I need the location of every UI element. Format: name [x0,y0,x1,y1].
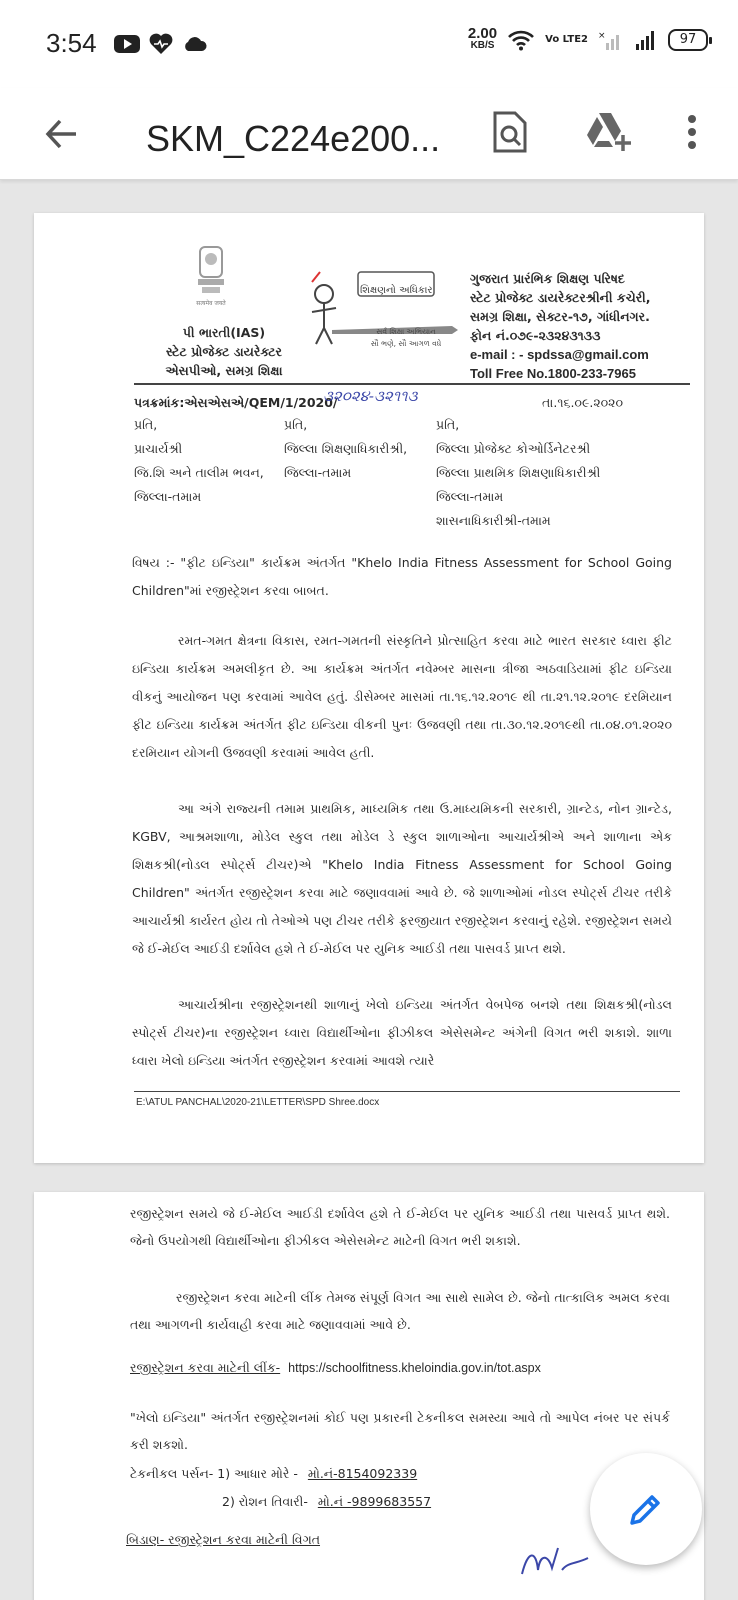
letterhead-divider [134,383,690,385]
edit-pencil-icon [626,1489,666,1529]
logo-subtitle-line: સર્વ શિક્ષા અભિયાન [376,327,436,336]
page2-paragraph-2: રજીસ્ટ્રેશન કરવા માટેની લીંક તેમજ સંપૂર્ણ વિગત આ સાથે સામેલ છે. જેનો તાત્કાલિક અમલ કરવા તથા આગળની કાર્યવાહી કરવા માટે જણાવવામાં આવે છે. [130,1290,670,1332]
registration-link[interactable]: https://schoolfitness.kheloindia.gov.in/tot.aspx [288,1361,541,1375]
footer-file-path: E:\ATUL PANCHAL\2020-21\LETTER\SPD Shree.docx [136,1097,380,1108]
handwritten-reference: ૩૨૦૨૪-૩૨૧૧૩ [323,387,418,405]
recipient-line: શાસનાધિકારીશ્રી-તમામ [436,513,551,528]
more-vert-icon [687,114,697,150]
app-bar [0,88,738,180]
officer-designation: સ્ટેટ પ્રોજેક્ટ ડાયરેક્ટર [166,344,282,359]
officer-block [134,323,314,380]
net-speed: 2.00 KB/S [467,25,498,51]
recipient-line: જિલ્લા-તમામ [134,489,202,504]
recipient-line: જિલ્લા પ્રોજેક્ટ કોઓર્ડિનેટરશ્રી [436,441,591,456]
recipient-line: જિ.શિ અને તાલીમ ભવન, [134,465,264,480]
recipient-line: જિલ્લા પ્રાથમિક શિક્ષણાધિકારીશ્રી [436,465,601,480]
more-options-button[interactable] [670,100,714,164]
recipient-line: જિલ્લા-તમામ [284,465,352,480]
recipient-column-2 [284,413,407,485]
officer-name: પી ભારતી(IAS) [182,325,266,340]
technical-contact-2 [222,1494,431,1510]
logo-title: શિક્ષણનો અધિકાર [360,285,433,296]
national-emblem-icon [194,243,228,297]
org-phone: ફોન નં.૦૭૯-૨૩૨૪૩૧૩૩ [470,328,601,343]
add-to-drive-button[interactable] [580,100,638,164]
page2-paragraph-3: "ખેલો ઇન્ડિયા" અંતર્ગત રજીસ્ટ્રેશનમાં કોઈ પણ પ્રકારની ટેકનીકલ સમસ્યા આવે તો આપેલ નંબર પર સંપર્ક કરી શકશો. [130,1410,670,1452]
emblem-caption: सत्यमेव जयते [196,300,226,307]
recipient-line: પ્રતિ, [134,417,158,432]
officer-office: એસપીઓ, સમગ્ર શિક્ષા [165,363,283,378]
contact-phone[interactable]: મો.નં-8154092339 [307,1466,418,1481]
back-arrow-icon [44,116,80,152]
org-email: e-mail : - spdssa@gmail.com [470,347,649,362]
recipient-line: પ્રતિ, [436,417,460,432]
battery-icon: 97 [668,29,708,51]
drive-add-icon [585,111,633,153]
recipient-line: પ્રાચાર્યશ્રી [134,441,183,456]
edit-fab[interactable] [590,1453,702,1565]
org-toll-free: Toll Free No.1800-233-7965 [470,366,636,381]
contact-label: ટેકનીકલ પર્સન- 1) આધાર મોરે - [130,1466,298,1481]
org-line: ગુજરાત પ્રારંભિક શિક્ષણ પરિષદ [470,271,625,286]
reference-number: પત્રક્રમાંક:એસએસએ/QEM/1/2020/ [134,395,338,410]
cloud-icon [182,34,208,54]
signature-mark [518,1540,598,1580]
youtube-icon [114,34,140,54]
registration-link-row [130,1360,541,1376]
letter-date: તા.૧૬.૦૯.૨૦૨૦ [542,395,624,410]
document-page-1[interactable] [34,213,704,1163]
volte-icon: Vo LTE2 [545,34,588,45]
body-paragraph-3: આચાર્યશ્રીના રજીસ્ટ્રેશનથી શાળાનું ખેલો ઇન્ડિયા અંતર્ગત વેબપેજ બનશે તથા શિક્ષકશ્રી(નોડલ સ્પોર્ટ્સ ટીચર)ના રજીસ્ટ્રેશન ધ્વારા વિદ્યાર્થીઓના ફીઝીકલ એસેસમેન્ટ અંગેની વિગત ભરી શકાશે. શાળા ધ્વારા ખેલો ઇન્ડિયા અંતર્ગત રજીસ્ટ્રેશન કરવામાં આવશે ત્યારે [132,997,672,1068]
registration-link-label: રજીસ્ટ્રેશન કરવા માટેની લીંક- [130,1360,281,1375]
status-time: 3:54 [46,28,97,58]
heart-icon [148,32,174,56]
organization-block [470,269,698,383]
wifi-icon [507,29,535,51]
recipient-column-3 [436,413,600,533]
logo-subtitle [350,326,462,350]
document-title: SKM_C224e200... [146,118,441,159]
signal-icon [598,29,624,51]
status-bar [0,0,738,88]
back-button[interactable] [34,106,90,162]
contact-phone[interactable]: મો.નં -9899683557 [317,1494,432,1509]
page2-paragraph-1: રજીસ્ટ્રેશન સમયે જે ઈ-મેઈલ આઈડી દર્શાવેલ હશે તે ઈ-મેઈલ પર યુનિક આઈડી તથા પાસવર્ડ પ્રાપ્ત થશે. જેનો ઉપયોગથી વિદ્યાર્થીઓના ફીઝીકલ એસેસમેન્ટ માટેની વિગત ભરી શકાશે. [130,1206,670,1248]
org-line: સ્ટેટ પ્રોજેક્ટ ડાયરેક્ટરશ્રીની કચેરી, [470,290,651,305]
contact-label: 2) રોશન તિવારી- [222,1494,308,1509]
recipient-line: જિલ્લા શિક્ષણાધિકારીશ્રી, [284,441,408,456]
body-paragraph-1: રમત-ગમત ક્ષેત્રના વિકાસ, રમત-ગમતની સંસ્કૃતિને પ્રોત્સાહિત કરવા માટે ભારત સરકાર ધ્વારા ફીટ ઇન્ડિયા કાર્યક્રમ અમલીકૃત છે. આ કાર્યક્રમ અંતર્ગત નવેમ્બર માસના ત્રીજા અઠવાડિયામાં ફીટ ઇન્ડિયા વીકનું આયોજન પણ કરવામાં આવેલ હતું. ડીસેમ્બર માસમાં તા.૧૬.૧૨.૨૦૧૯ થી તા.૨૧.૧૨.૨૦૧૯ દરમિયાન ફીટ ઇન્ડિયા કાર્યક્રમ અંતર્ગત ફીટ ઇન્ડિયા વીકની પુનઃ ઉજવણી તથા તા.૩૦.૧૨.૨૦૧૯થી તા.૦૪.૦૧.૨૦૨૦ દરમિયાન યોગની ઉજવણી કરવામાં આવેલ હતી. [132,633,672,760]
search-document-button[interactable] [482,100,538,164]
attachment-note: બિડાણ- રજીસ્ટ્રેશન કરવા માટેની વિગત [126,1532,321,1547]
org-line: સમગ્ર શિક્ષા, સેક્ટર-૧૭, ગાંધીનગર. [470,309,650,324]
signal-icon [634,29,658,51]
recipient-column-1 [134,413,264,509]
svg-text:×: × [598,31,606,41]
recipient-line: પ્રતિ, [284,417,308,432]
body-paragraph-2: આ અંગે રાજ્યની તમામ પ્રાથમિક, માધ્યમિક તથા ઉ.માધ્યમિકની સરકારી, ગ્રાન્ટેડ, નોન ગ્રાન્ટેડ, KGBV, આશ્રમશાળા, મોડેલ સ્કુલ તથા મોડેલ ડે સ્કુલ શાળાઓના આચાર્યશ્રીએ અને શાળાના એક શિક્ષકશ્રી(નોડલ સ્પોર્ટ્સ ટીચર)એ "Khelo India Fitness Assessment for School Going Children" અંતર્ગત રજીસ્ટ્રેશન કરવા માટે જણાવવામાં આવે છે. જે શાળાઓમાં નોડલ સ્પોર્ટ્સ ટીચર તરીકે આચાર્યશ્રી કાર્યરત હોય તો તેઓએ પણ ટીચર તરીકે ફરજીયાત રજીસ્ટ્રેશન કરવાનું રહેશે. રજીસ્ટ્રેશન સમયે જે ઈ-મેઈલ આઈડી દર્શાવેલ હશે તે ઈ-મેઈલ પર યુનિક આઈડી તથા પાસવર્ડ પ્રાપ્ત થશે. [132,801,672,956]
technical-contact-1 [130,1466,417,1482]
logo-subtitle-line: સૌ ભણે, સૌ આગળ વધે [370,339,442,348]
recipient-line: જિલ્લા-તમામ [436,489,504,504]
footer-divider [134,1091,680,1092]
subject-line: વિષય :- "ફીટ ઇન્ડિયા" કાર્યક્રમ અંતર્ગત "Khelo India Fitness Assessment for School Going Children"માં રજીસ્ટ્રેશન કરવા બાબત. [132,555,672,598]
search-document-icon [492,110,528,154]
